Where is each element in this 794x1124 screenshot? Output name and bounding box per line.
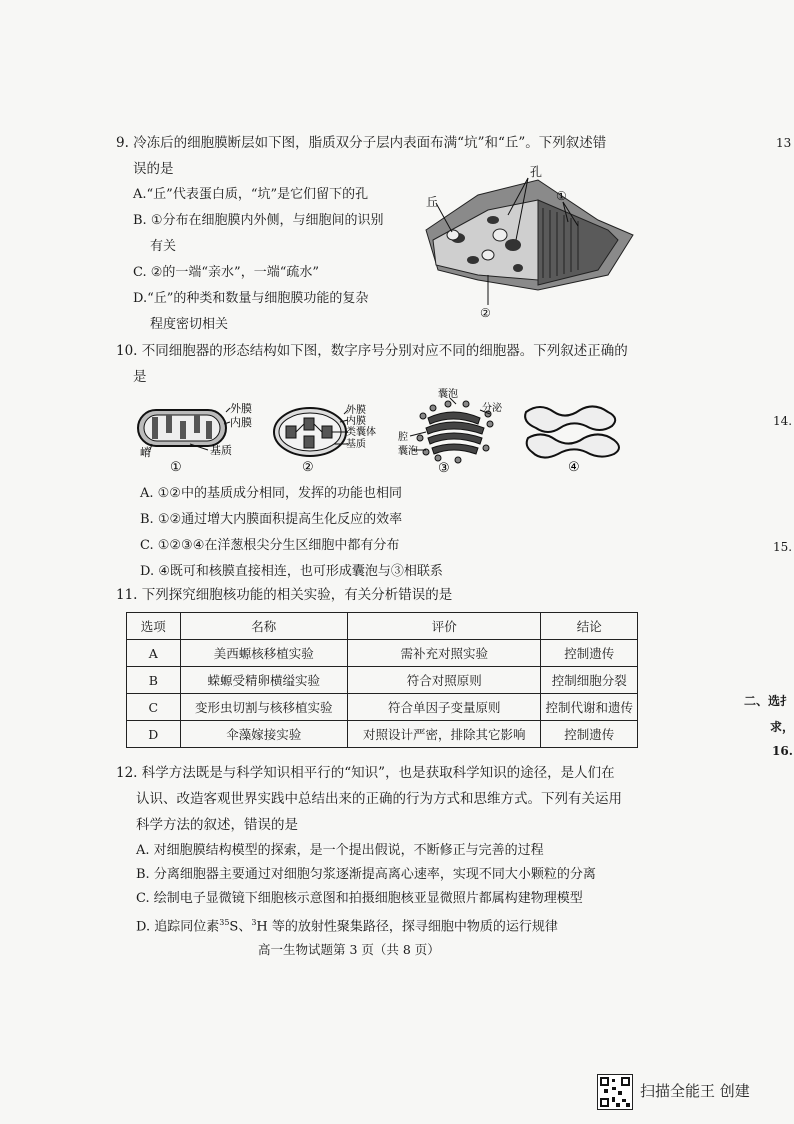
q10-fig1-inner-label: 内膜 <box>230 416 252 429</box>
edge-number-16: 16. <box>772 744 793 758</box>
table-row <box>127 721 638 748</box>
q11-cell: 对照设计严密，排除其它影响 <box>348 721 541 748</box>
q11-cell: D <box>127 721 181 748</box>
q10-fig4-er <box>520 398 630 474</box>
q12-option-d-post: H 等的放射性聚集路径，探寻细胞中物质的运行规律 <box>256 919 558 935</box>
q12-option-d-mid: S、 <box>229 919 252 935</box>
q12-option-d-sup2: 3 <box>251 918 257 927</box>
q10-fig2-chloroplast <box>272 400 382 474</box>
q10-fig3-lumen-label: 腔 <box>398 432 408 443</box>
q11-cell: C <box>127 694 181 721</box>
q10-fig1-number: ① <box>170 460 182 474</box>
q10-fig4-number: ④ <box>568 460 580 474</box>
q11-stem: 11. 下列探究细胞核功能的相关实验，有关分析错误的是 <box>116 587 453 603</box>
q10-fig3-secrete-label: 分泌 <box>482 403 502 414</box>
page-footer: 高一生物试题第 3 页（共 8 页） <box>258 942 440 957</box>
q9-membrane-figure <box>418 160 638 320</box>
q10-fig3-number: ③ <box>438 461 450 474</box>
q12-option-c: C. 绘制电子显微镜下细胞核示意图和拍摄细胞核亚显微照片都属构建物理模型 <box>136 891 583 906</box>
q10-stem-line1: 10. 不同细胞器的形态结构如下图，数字序号分别对应不同的细胞器。下列叙述正确的 <box>116 343 628 359</box>
q10-stem-line2: 是 <box>133 369 147 385</box>
q10-fig1-matrix-label: 基质 <box>210 444 232 457</box>
q11-cell: 控制遗传 <box>541 721 638 748</box>
q10-fig2-inner-label: 内膜 <box>346 416 366 427</box>
q10-fig2-number: ② <box>302 460 314 474</box>
qr-code-icon <box>597 1074 633 1110</box>
q11-cell: 伞藻嫁接实验 <box>180 721 347 748</box>
q9-label-hill: 丘 <box>426 195 439 209</box>
q9-option-c: C. ②的一端“亲水”，一端“疏水” <box>133 265 319 280</box>
q10-fig1-crista-label: 嵴 <box>140 446 151 459</box>
edge-section-2: 二、选扌 <box>744 694 793 708</box>
q10-option-c: C. ①②③④在洋葱根尖分生区细胞中都有分布 <box>140 538 400 553</box>
q11-cell: 蝾螈受精卵横缢实验 <box>180 667 347 694</box>
q9-label-2: ② <box>480 306 491 320</box>
q11-table-header <box>127 613 638 640</box>
q11-cell: 需补充对照实验 <box>348 640 541 667</box>
edge-number-14: 14. <box>773 414 793 428</box>
q11-cell: B <box>127 667 181 694</box>
q11-cell: 控制遗传 <box>541 640 638 667</box>
q9-stem-line2: 误的是 <box>133 161 174 177</box>
edge-number-15: 15. <box>773 540 793 554</box>
q10-fig2-stroma-label: 基质 <box>346 439 366 450</box>
q11-header-conclusion: 结论 <box>541 613 638 640</box>
q10-fig2-outer-label: 外膜 <box>346 405 366 416</box>
q10-fig3-vesicle-bottom-label: 囊泡 <box>398 446 418 457</box>
q11-cell: 变形虫切割与核移植实验 <box>180 694 347 721</box>
q11-table <box>126 612 638 748</box>
q12-stem-line2: 认识、改造客观世界实践中总结出来的正确的行为方式和思维方式。下列有关运用 <box>136 791 622 807</box>
q11-header-option: 选项 <box>127 613 181 640</box>
q9-option-b-line1: B. ①分布在细胞膜内外侧，与细胞间的识别 <box>133 213 384 228</box>
q9-option-d-line2: 程度密切相关 <box>150 317 229 332</box>
q12-option-a: A. 对细胞膜结构模型的探索，是一个提出假说，不断修正与完善的过程 <box>136 843 544 858</box>
q9-label-pore: 孔 <box>530 165 543 179</box>
q10-fig2-thylakoid-label: 类囊体 <box>346 427 376 438</box>
q10-fig3-golgi <box>398 388 518 474</box>
scanner-watermark: 扫描全能王 创建 <box>640 1082 750 1100</box>
q9-stem-line1: 9. 冷冻后的细胞膜断层如下图，脂质双分子层内表面布满“坑”和“丘”。下列叙述错 <box>116 135 607 151</box>
table-row <box>127 694 638 721</box>
q12-stem-line3: 科学方法的叙述，错误的是 <box>136 817 298 833</box>
q11-cell: 控制细胞分裂 <box>541 667 638 694</box>
q12-stem-line1: 12. 科学方法既是与科学知识相平行的“知识”，也是获取科学知识的途径，是人们在 <box>116 765 615 781</box>
q9-label-1: ① <box>556 189 567 203</box>
table-row <box>127 667 638 694</box>
edge-number-13: 13 <box>776 136 792 150</box>
q10-fig1-outer-label: 外膜 <box>230 402 252 415</box>
q11-cell: 控制代谢和遗传 <box>541 694 638 721</box>
q10-option-b: B. ①②通过增大内膜面积提高生化反应的效率 <box>140 512 403 527</box>
q12-option-b: B. 分离细胞器主要通过对细胞匀浆逐渐提高离心速率，实现不同大小颗粒的分离 <box>136 867 596 882</box>
q10-option-a: A. ①②中的基质成分相同，发挥的功能也相同 <box>140 486 402 501</box>
q11-cell: 符合单因子变量原则 <box>348 694 541 721</box>
q9-option-a: A.“丘”代表蛋白质，“坑”是它们留下的孔 <box>133 187 369 202</box>
q12-option-d-sup1: 35 <box>219 918 230 927</box>
q11-cell: 美西螈核移植实验 <box>180 640 347 667</box>
q9-option-d-line1: D.“丘”的种类和数量与细胞膜功能的复杂 <box>133 291 369 306</box>
q11-header-evaluation: 评价 <box>348 613 541 640</box>
q10-fig3-vesicle-top-label: 囊泡 <box>438 389 458 400</box>
q9-option-b-line2: 有关 <box>150 239 177 254</box>
q11-header-name: 名称 <box>180 613 347 640</box>
table-row <box>127 640 638 667</box>
q12-option-d <box>136 910 558 940</box>
q11-cell: A <box>127 640 181 667</box>
q12-option-d-pre: D. 追踪同位素 <box>136 919 220 935</box>
q11-cell: 符合对照原则 <box>348 667 541 694</box>
q10-fig1-mitochondrion <box>130 398 260 474</box>
edge-req: 求， <box>770 720 794 734</box>
q10-option-d: D. ④既可和核膜直接相连，也可形成囊泡与③相联系 <box>140 564 443 579</box>
